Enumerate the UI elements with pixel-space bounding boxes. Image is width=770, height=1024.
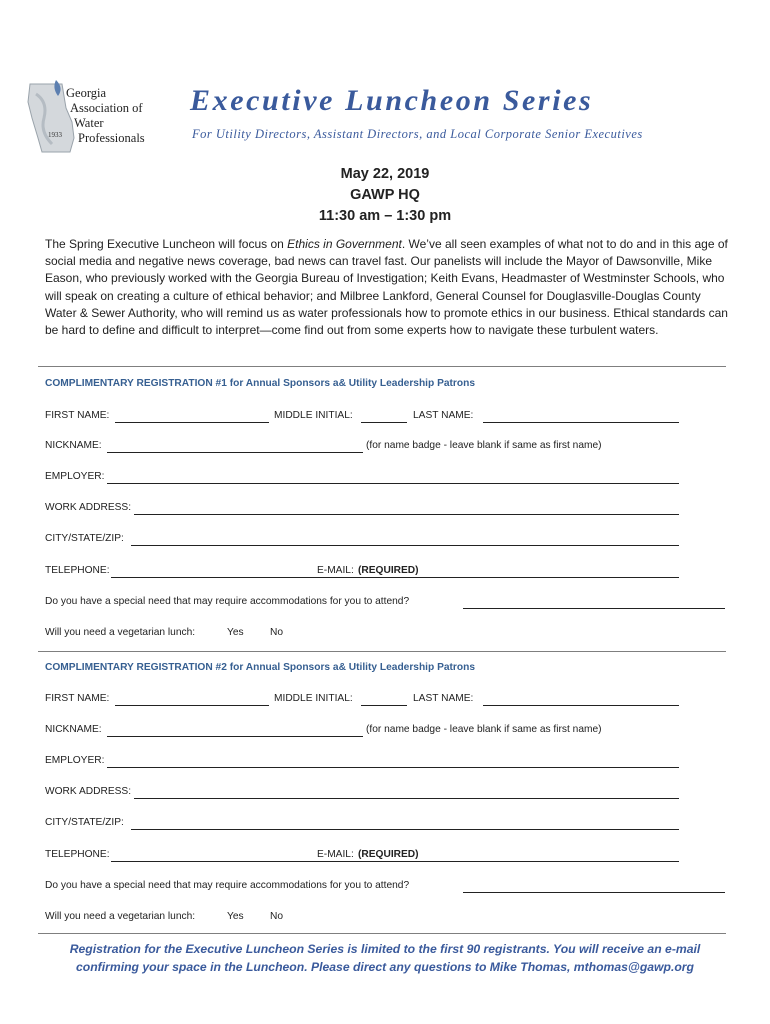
- event-time: 11:30 am – 1:30 pm: [318, 208, 452, 224]
- email-field[interactable]: [317, 577, 679, 578]
- city-state-zip-field[interactable]: [131, 829, 679, 830]
- nickname-field[interactable]: [107, 736, 363, 737]
- telephone-field[interactable]: [111, 577, 317, 578]
- vegetarian-label: Will you need a vegetarian lunch:: [45, 627, 196, 638]
- vegetarian-no-option[interactable]: No: [270, 627, 284, 638]
- special-need-label: Do you have a special need that may require accommodations for you to attend?: [45, 596, 410, 607]
- section-divider: [38, 651, 726, 652]
- last-name-field[interactable]: [483, 705, 679, 706]
- nickname-note: (for name badge - leave blank if same as first name): [366, 724, 602, 735]
- email-label: E-MAIL:: [317, 849, 354, 860]
- nickname-label: NICKNAME:: [45, 440, 102, 451]
- employer-label: EMPLOYER:: [45, 471, 105, 482]
- middle-initial-field[interactable]: [361, 422, 407, 423]
- telephone-label: TELEPHONE:: [45, 565, 110, 576]
- employer-field[interactable]: [107, 483, 679, 484]
- city-state-zip-field[interactable]: [131, 545, 679, 546]
- special-need-field[interactable]: [463, 608, 725, 609]
- section-divider: [38, 933, 726, 934]
- first-name-label: FIRST NAME:: [45, 410, 110, 421]
- logo-line-georgia: Georgia: [66, 86, 107, 100]
- intro-emphasis: Ethics in Government: [287, 237, 402, 251]
- event-location: GAWP HQ: [350, 187, 420, 203]
- logo-line-association: Association of: [70, 101, 143, 115]
- work-address-label: WORK ADDRESS:: [45, 502, 132, 513]
- last-name-field[interactable]: [483, 422, 679, 423]
- employer-field[interactable]: [107, 767, 679, 768]
- first-name-field[interactable]: [115, 422, 269, 423]
- event-date: May 22, 2019: [340, 166, 430, 182]
- middle-initial-field[interactable]: [361, 705, 407, 706]
- logo-year: 1933: [48, 131, 62, 139]
- registration-2-heading: COMPLIMENTARY REGISTRATION #2 for Annual Sponsors a& Utility Leadership Patrons: [45, 662, 475, 673]
- intro-paragraph: [45, 236, 735, 339]
- footer-line-2: confirming your space in the Luncheon. Please direct any questions to Mike Thomas, mthomas@gawp.org: [76, 960, 694, 974]
- telephone-field[interactable]: [111, 861, 317, 862]
- footer-note: [0, 940, 770, 976]
- page-title: Executive Luncheon Series: [190, 84, 594, 117]
- work-address-field[interactable]: [134, 514, 679, 515]
- telephone-label: TELEPHONE:: [45, 849, 110, 860]
- page-subtitle: For Utility Directors, Assistant Directors, and Local Corporate Senior Executives: [192, 127, 643, 141]
- intro-text-after: . We’ve all seen examples of what not to do and in this age of social media and negative news coverage, bad news can travel fast. Our panelists will include the Mayor of Dawsonville, Mike Eason, who previously worked with the Georgia Bureau of Investigation; Keith Evans, Headmaster of Westminster Schools, who will speak on creating a culture of ethical behavior; and Milbree Lankford, General Counsel for Douglasville-Douglas County Water & Sewer Authority, who will remind us as water professionals how to promote ethics in our business. Ethical standards can be hard to define and difficult to interpret—come find out from some experts how to navigate these turbulent waters.: [45, 237, 728, 338]
- email-required-label: (REQUIRED): [358, 565, 419, 576]
- nickname-label: NICKNAME:: [45, 724, 102, 735]
- work-address-field[interactable]: [134, 798, 679, 799]
- email-required-label: (REQUIRED): [358, 849, 419, 860]
- vegetarian-label: Will you need a vegetarian lunch:: [45, 911, 196, 922]
- middle-initial-label: MIDDLE INITIAL:: [274, 410, 353, 421]
- email-label: E-MAIL:: [317, 565, 354, 576]
- registration-1-heading: COMPLIMENTARY REGISTRATION #1 for Annual Sponsors a& Utility Leadership Patrons: [45, 378, 475, 389]
- work-address-label: WORK ADDRESS:: [45, 786, 132, 797]
- nickname-note: (for name badge - leave blank if same as first name): [366, 440, 602, 451]
- gawp-logo: [22, 78, 182, 158]
- logo-line-professionals: Professionals: [78, 131, 145, 145]
- first-name-label: FIRST NAME:: [45, 693, 110, 704]
- section-divider: [38, 366, 726, 367]
- last-name-label: LAST NAME:: [413, 693, 474, 704]
- logo-line-water: Water: [74, 116, 104, 130]
- logo-wordmark: [66, 86, 145, 146]
- city-state-zip-label: CITY/STATE/ZIP:: [45, 817, 124, 828]
- intro-text-before: The Spring Executive Luncheon will focus on: [45, 237, 288, 251]
- middle-initial-label: MIDDLE INITIAL:: [274, 693, 353, 704]
- event-info: [0, 164, 770, 227]
- employer-label: EMPLOYER:: [45, 755, 105, 766]
- last-name-label: LAST NAME:: [413, 410, 474, 421]
- vegetarian-yes-option[interactable]: Yes: [227, 627, 244, 638]
- city-state-zip-label: CITY/STATE/ZIP:: [45, 533, 124, 544]
- vegetarian-no-option[interactable]: No: [270, 911, 284, 922]
- nickname-field[interactable]: [107, 452, 363, 453]
- special-need-label: Do you have a special need that may require accommodations for you to attend?: [45, 880, 410, 891]
- footer-line-1: Registration for the Executive Luncheon Series is limited to the first 90 registrants. You will receive an e-mail: [69, 942, 701, 956]
- special-need-field[interactable]: [463, 892, 725, 893]
- vegetarian-yes-option[interactable]: Yes: [227, 911, 244, 922]
- first-name-field[interactable]: [115, 705, 269, 706]
- email-field[interactable]: [317, 861, 679, 862]
